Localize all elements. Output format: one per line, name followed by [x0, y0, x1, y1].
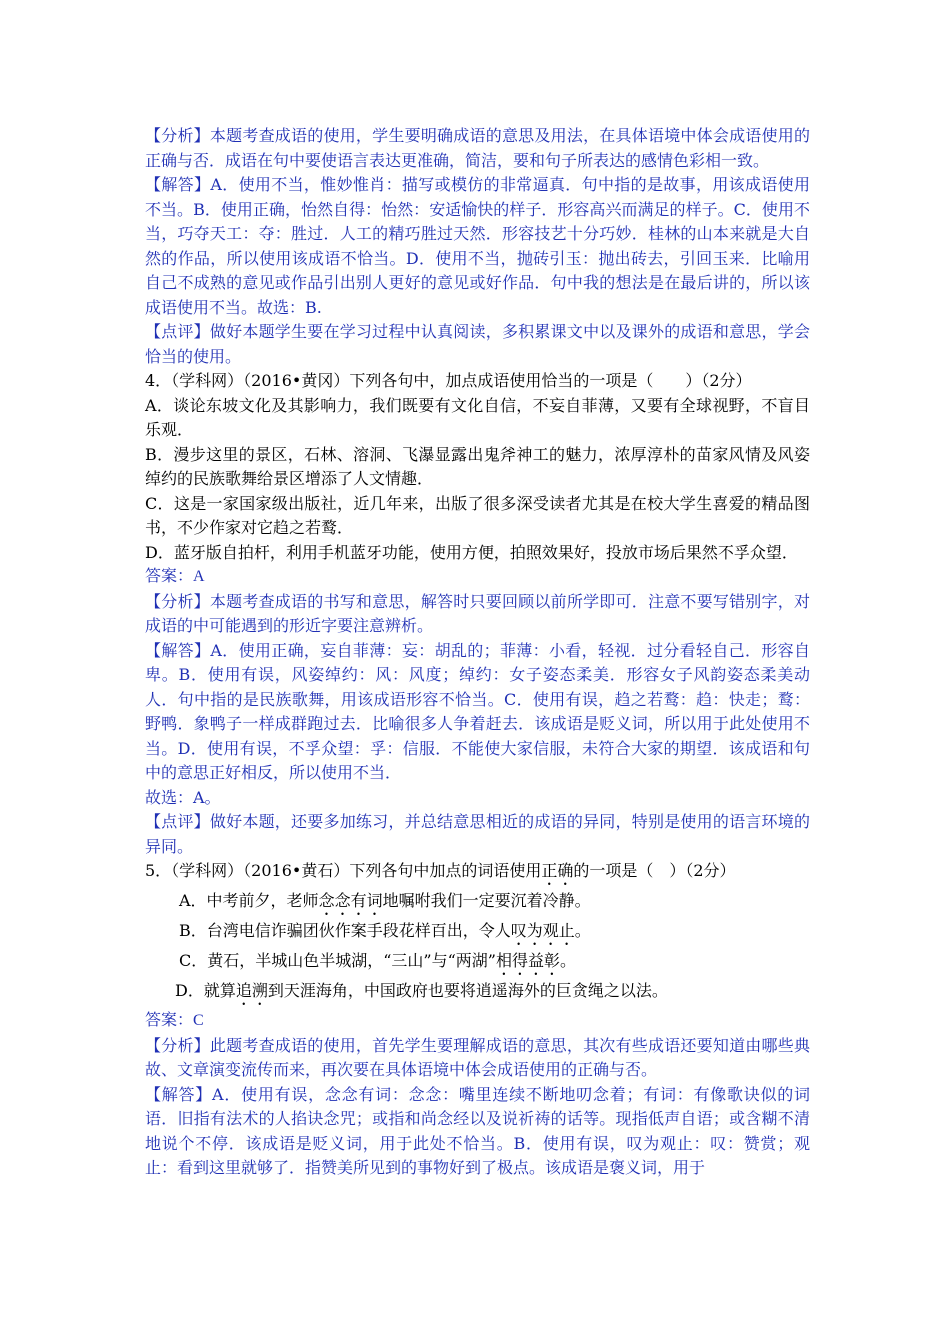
q3-solution: 【解答】A．使用不当，惟妙惟肖：描写或模仿的非常逼真．句中指的是故事，用该成语使用不当。B．使用正确，怡然自得：怡然：安适愉快的样子．形容高兴而满足的样子。C．使用不当，巧夺天工：夺：胜过．人工的精巧胜过天然．形容技艺十分巧妙．桂林的山本来就是大自然的作品，所以使用该成语不恰当。D．使用不当，抛砖引玉：抛出砖去，引回玉来．比喻用自己不成熟的意见或作品引出别人更好的意见或好作品．句中我的想法是在最后讲的，所以该成语使用不当。故选：B.: [145, 175, 810, 317]
q5-option-b: [145, 919, 810, 949]
q4-option-d: D．蓝牙版自拍杆，利用手机蓝牙功能，使用方便，拍照效果好，投放市场后果然不孚众望．: [145, 542, 798, 562]
document-body: [145, 124, 810, 1181]
q5-option-a-text: A．中考前夕，老师: [179, 891, 319, 910]
q5-option-c-text-end: 。: [559, 951, 576, 970]
q4-stem: 4．（学科网）（2016•黄冈）下列各句中，加点成语使用恰当的一项是（ ）（2分）: [145, 371, 752, 390]
q5-option-a: [145, 889, 810, 919]
q5-option-d: [145, 979, 810, 1009]
q3-comment: 【点评】做好本题学生要在学习过程中认真阅读，多积累课文中以及课外的成语和意思，学会恰当的使用。: [145, 322, 810, 366]
q5-option-d-text: D．就算: [175, 981, 236, 1000]
q5-answer: 答案：C: [145, 1012, 204, 1029]
q5-option-c-idiom: 相得益彰: [495, 951, 560, 970]
q4-option-c: C．这是一家国家级出版社，近几年来，出版了很多深受读者尤其是在校大学生喜爱的精品图书，不少作家对它趋之若鹜．: [145, 493, 810, 537]
q5-option-b-text: B．台湾电信诈骗团伙作案手段花样百出，令人: [179, 921, 511, 940]
q5-option-d-idiom: 追溯: [235, 981, 268, 1000]
q5-stem-text: 5．（学科网）（2016•黄石）下列各句中加点的词语使用: [145, 861, 542, 880]
q4-choice: 故选：A。: [145, 787, 221, 807]
q5-option-c-text: C．黄石，半城山色半城湖，“三山”与“两湖”: [179, 951, 496, 970]
q5-stem-text-end: 的一项是（ ）（2分）: [573, 861, 736, 880]
q5-option-c: [145, 949, 810, 979]
q5-option-d-text-end: 到天涯海角，中国政府也要将逍遥海外的巨贪绳之以法。: [267, 981, 668, 1000]
q4-analysis: 【分析】本题考查成语的书写和意思，解答时只要回顾以前所学即可．注意不要写错别字，对成语的中可能遇到的形近字要注意辨析。: [145, 591, 810, 635]
q5-option-b-text-end: 。: [574, 921, 591, 940]
q5-stem: [145, 859, 810, 889]
q4-comment: 【点评】做好本题，还要多加练习，并总结意思相近的成语的异同，特别是使用的语言环境的异同。: [145, 812, 810, 856]
q4-answer: 答案：A: [145, 568, 205, 585]
q5-solution: 【解答】A．使用有误，念念有词：念念：嘴里连续不断地叨念着；有词：有像歌诀似的词语．旧指有法术的人掐诀念咒；或指和尚念经以及说祈祷的话等。现指低声自语；或含糊不清地说个不停．该成语是贬义词，用于此处不恰当。B．使用有误，叹为观止：叹：赞赏；观止：看到这里就够了．指赞美所见到的事物好到了极点。该成语是褒义词，用于: [145, 1084, 810, 1177]
q5-analysis: 【分析】此题考查成语的使用，首先学生要理解成语的意思，其次有些成语还要知道由哪些典故、文章演变流传而来，再次要在具体语境中体会成语使用的正确与否。: [145, 1035, 810, 1079]
q5-option-a-text-end: 地嘱咐我们一定要沉着冷静。: [382, 891, 591, 910]
q5-option-b-idiom: 叹为观止: [510, 921, 575, 940]
q4-option-b: B．漫步这里的景区，石林、溶洞、飞瀑显露出鬼斧神工的魅力，浓厚淳朴的苗家风情及风姿绰约的民族歌舞给景区增添了人文情趣．: [145, 444, 810, 488]
q4-solution: 【解答】A．使用正确，妄自菲薄：妄：胡乱的；菲薄：小看，轻视．过分看轻自己．形容自卑。B．使用有误，风姿绰约：风：风度；绰约：女子姿态柔美．形容女子风韵姿态柔美动人．句中指的是民族歌舞，用该成语形容不恰当。C．使用有误，趋之若鹜：趋：快走；鹜：野鸭．象鸭子一样成群跑过去．比喻很多人争着赶去．该成语是贬义词，所以用于此处使用不当。D．使用有误，不孚众望：孚：信服．不能使大家信服，未符合大家的期望．该成语和句中的意思正好相反，所以使用不当．: [145, 640, 810, 782]
q4-option-a: A．谈论东坡文化及其影响力，我们既要有文化自信，不妄自菲薄，又要有全球视野，不盲目乐观．: [145, 395, 810, 439]
q5-option-a-idiom: 念念有词: [318, 891, 383, 910]
q5-stem-dotted: 正确: [541, 861, 574, 880]
q3-analysis: 【分析】本题考查成语的使用，学生要明确成语的意思及用法，在具体语境中体会成语使用的正确与否．成语在句中要使语言表达更准确，简洁，要和句子所表达的感情色彩相一致。: [145, 126, 810, 170]
